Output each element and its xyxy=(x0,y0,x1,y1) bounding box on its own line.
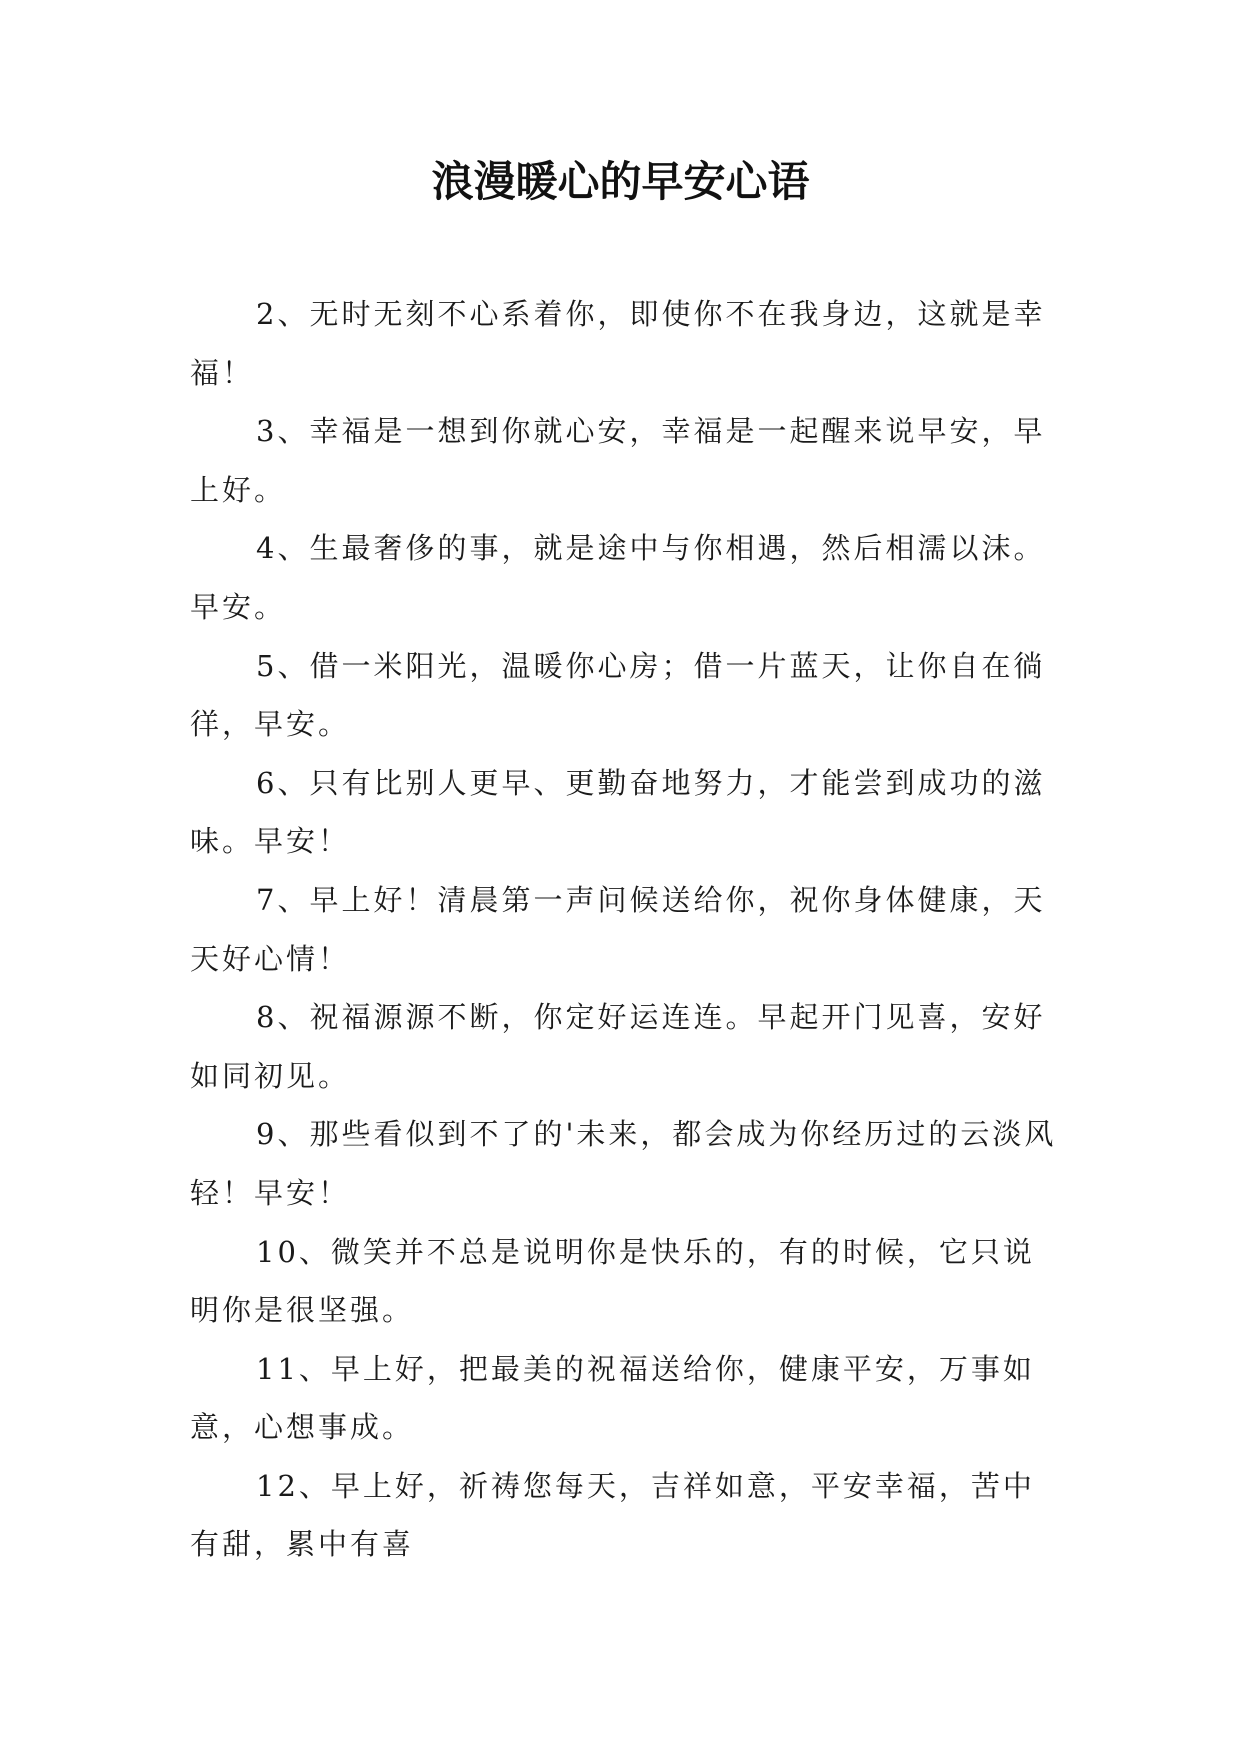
paragraph-5: 5、借一米阳光，温暖你心房；借一片蓝天，让你自在徜徉，早安。 xyxy=(190,648,1046,742)
paragraph-6: 6、只有比别人更早、更勤奋地努力，才能尝到成功的滋味。早安！ xyxy=(190,765,1046,859)
paragraph-9: 9、那些看似到不了的'未来，都会成为你经历过的云淡风轻！早安！ xyxy=(190,1117,1057,1210)
paragraph-7: 7、早上好！清晨第一声问候送给你，祝你身体健康，天天好心情！ xyxy=(190,882,1046,976)
paragraph-4: 4、生最奢侈的事，就是途中与你相遇，然后相濡以沫。早安。 xyxy=(190,531,1046,624)
paragraph-10: 10、微笑并不总是说明你是快乐的，有的时候，它只说明你是很坚强。 xyxy=(190,1234,1035,1328)
document-title: 浪漫暖心的早安心语 xyxy=(431,157,810,206)
paragraph-12: 12、早上好，祈祷您每天，吉祥如意，平安幸福，苦中有甜，累中有喜 xyxy=(190,1468,1035,1562)
document-body xyxy=(190,285,1065,1574)
paragraph-3: 3、幸福是一想到你就心安，幸福是一起醒来说早安，早上好。 xyxy=(190,414,1046,507)
paragraph-11: 11、早上好，把最美的祝福送给你，健康平安，万事如意，心想事成。 xyxy=(190,1351,1035,1445)
paragraph-2: 2、无时无刻不心系着你，即使你不在我身边，这就是幸福！ xyxy=(190,297,1046,390)
paragraph-8: 8、祝福源源不断，你定好运连连。早起开门见喜，安好如同初见。 xyxy=(190,1000,1046,1093)
